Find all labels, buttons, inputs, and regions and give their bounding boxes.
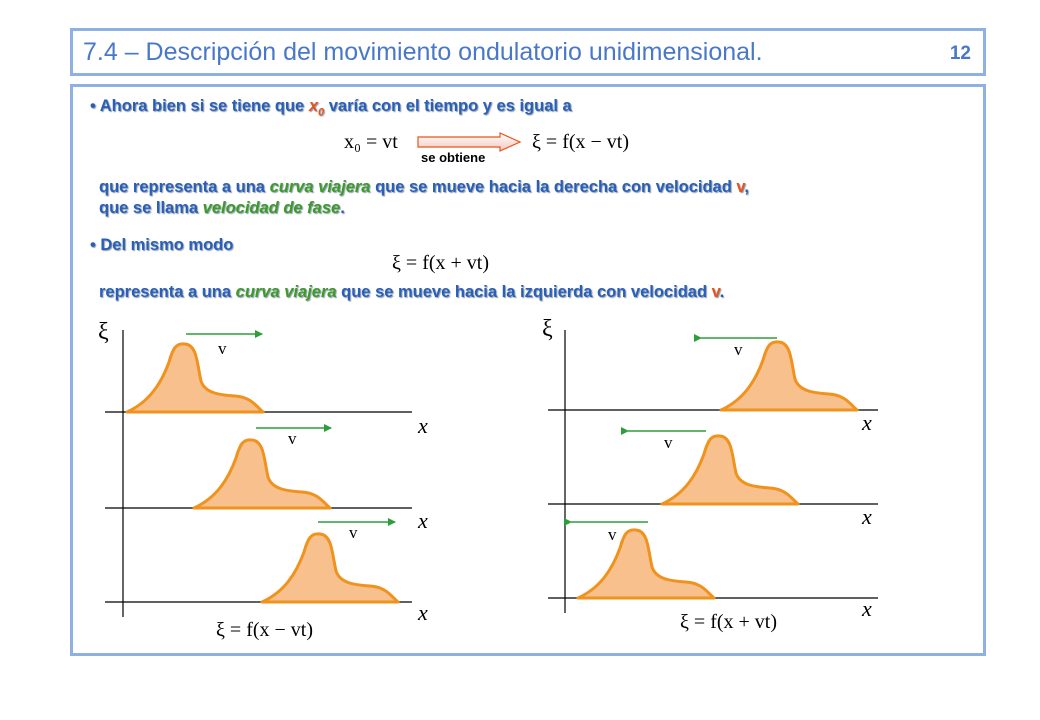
caption-right: ξ = f(x + vt) xyxy=(680,611,778,633)
paragraph-2: representa a una curva viajera que se mueve hacia la izquierda con velocidad v. xyxy=(99,283,725,301)
x-label-left-1: x xyxy=(418,413,428,438)
x0-symbol: $x_0$ xyxy=(308,97,325,119)
v-label-right-3: v xyxy=(608,525,617,544)
x-label-left-2: x xyxy=(418,508,428,533)
page-number: 12 xyxy=(949,43,971,64)
bullet-2-text: Del mismo modo xyxy=(100,236,234,254)
paragraph-1-line-2: que se llama velocidad de fase. xyxy=(99,199,345,217)
x0-subscript: 0 xyxy=(318,106,325,119)
pulse-left-2 xyxy=(194,440,330,508)
v-label-right-1: v xyxy=(734,340,743,359)
se-obtiene-arrow xyxy=(418,133,520,151)
equation-xi-minus: ξ = f(x − vt) xyxy=(532,131,630,153)
bullet-1-text-before: Ahora bien si se tiene que xyxy=(99,97,309,115)
v-label-left-2: v xyxy=(288,429,297,448)
caption-left: ξ = f(x − vt) xyxy=(216,619,314,641)
x-label-right-1: x xyxy=(862,410,872,435)
v-label-left-3: v xyxy=(349,523,358,542)
velocity-symbol-1: v xyxy=(736,178,745,196)
bullet-1-text-after: varía con el tiempo y es igual a xyxy=(324,97,572,115)
equation-xi-plus: ξ = f(x + vt) xyxy=(392,252,490,274)
x-label-right-2: x xyxy=(862,504,872,529)
pulse-right-3 xyxy=(578,530,714,598)
pulse-left-3 xyxy=(262,534,398,602)
v-label-left-1: v xyxy=(218,339,227,358)
bullet-2-marker: • xyxy=(90,236,96,254)
x-label-right-3: x xyxy=(862,596,872,621)
xi-label-left: ξ xyxy=(98,319,109,345)
equation-x0-vt: x₀ = vt xyxy=(344,131,398,153)
bullet-1-marker: • xyxy=(90,97,96,115)
paragraph-1-line-1: que representa a una curva viajera que se mueve hacia la derecha con velocidad v, xyxy=(99,178,749,196)
curva-viajera-term-1: curva viajera xyxy=(269,178,371,196)
slide-title: 7.4 – Descripción del movimiento ondulatorio unidimensional. xyxy=(83,38,763,66)
pulse-left-1 xyxy=(127,344,263,412)
pulse-right-2 xyxy=(662,436,798,504)
v-label-right-2: v xyxy=(664,433,673,452)
arrow-label-se-obtiene: se obtiene xyxy=(421,150,486,165)
curva-viajera-term-2: curva viajera xyxy=(235,283,337,301)
xi-label-right: ξ xyxy=(542,316,553,342)
velocity-symbol-2: v xyxy=(711,283,720,301)
x-label-left-3: x xyxy=(418,600,428,625)
velocidad-de-fase-term: velocidad de fase xyxy=(202,199,341,217)
